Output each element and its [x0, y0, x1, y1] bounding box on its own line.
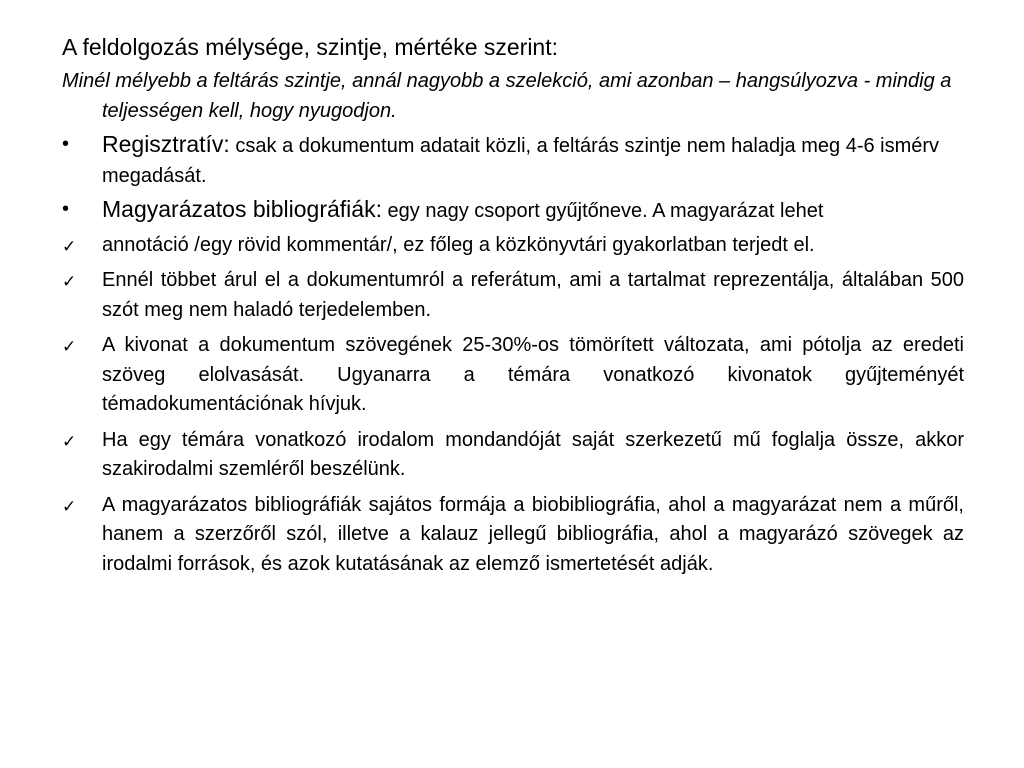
slide-heading: A feldolgozás mélysége, szintje, mértéke szerint:	[62, 34, 559, 60]
bullet-text: csak a dokumentum adatait közli, a feltárás szintje nem haladja meg 4-6 ismérv megadását.	[102, 135, 940, 187]
checkmark-icon: ✓	[62, 236, 77, 256]
checkmark-icon: ✓	[62, 337, 77, 356]
intro-paragraph: Minél mélyebb a feltárás szintje, annál nagyobb a szelekció, ami azonban – hangsúlyozva - mindig a teljességen kell, hogy nyugodjon.	[62, 70, 952, 122]
bullet-lead: Magyarázatos bibliográfiák:	[102, 196, 382, 222]
check-item-biobibliografia	[62, 491, 964, 580]
check-item-kivonat	[62, 331, 964, 420]
check-text: Ha egy témára vonatkozó irodalom mondandóját saját szerkezetű mű foglalja össze, akkor szakirodalmi szemléről beszélünk.	[102, 428, 964, 480]
bullet-marker: •	[62, 133, 70, 155]
bullet-marker: •	[62, 198, 70, 220]
checkmark-icon: ✓	[62, 431, 77, 451]
bullet-text: egy nagy csoport gyűjtőneve. A magyarázat lehet	[381, 200, 824, 222]
checkmark-icon: ✓	[62, 496, 77, 516]
check-text: A magyarázatos bibliográfiák sajátos formája a biobibliográfia, ahol a magyarázat nem a műről, hanem a szerzőről szól, illetve a kalauz jellegű bibliográfia, ahol a magyarázó szövegek az irodalmi források, és azok kutatásának az elemző ismertetését adják.	[102, 493, 964, 575]
check-item-szemle	[62, 426, 964, 485]
checkmark-icon: ✓	[62, 272, 77, 291]
bullet-lead: Regisztratív:	[102, 131, 230, 157]
bullet-item-regisztrativ	[62, 130, 964, 191]
check-item-annotacio	[62, 231, 964, 261]
slide-content	[62, 30, 964, 585]
check-item-referatum	[62, 266, 964, 325]
check-text: A kivonat a dokumentum szövegének 25-30%-os tömörített változata, ami pótolja az eredeti szöveg elolvasását. Ugyanarra a témára vonatkozó kivonatok gyűjteményét témadokumentációnak hívjuk.	[102, 334, 964, 415]
check-text: annotáció /egy rövid kommentár/, ez főleg a közkönyvtári gyakorlatban terjedt el.	[102, 233, 815, 256]
bullet-item-magyarazatos	[62, 195, 964, 227]
check-text: Ennél többet árul el a dokumentumról a referátum, ami a tartalmat reprezentálja, általában 500 szót meg nem haladó terjedelemben.	[102, 269, 964, 321]
